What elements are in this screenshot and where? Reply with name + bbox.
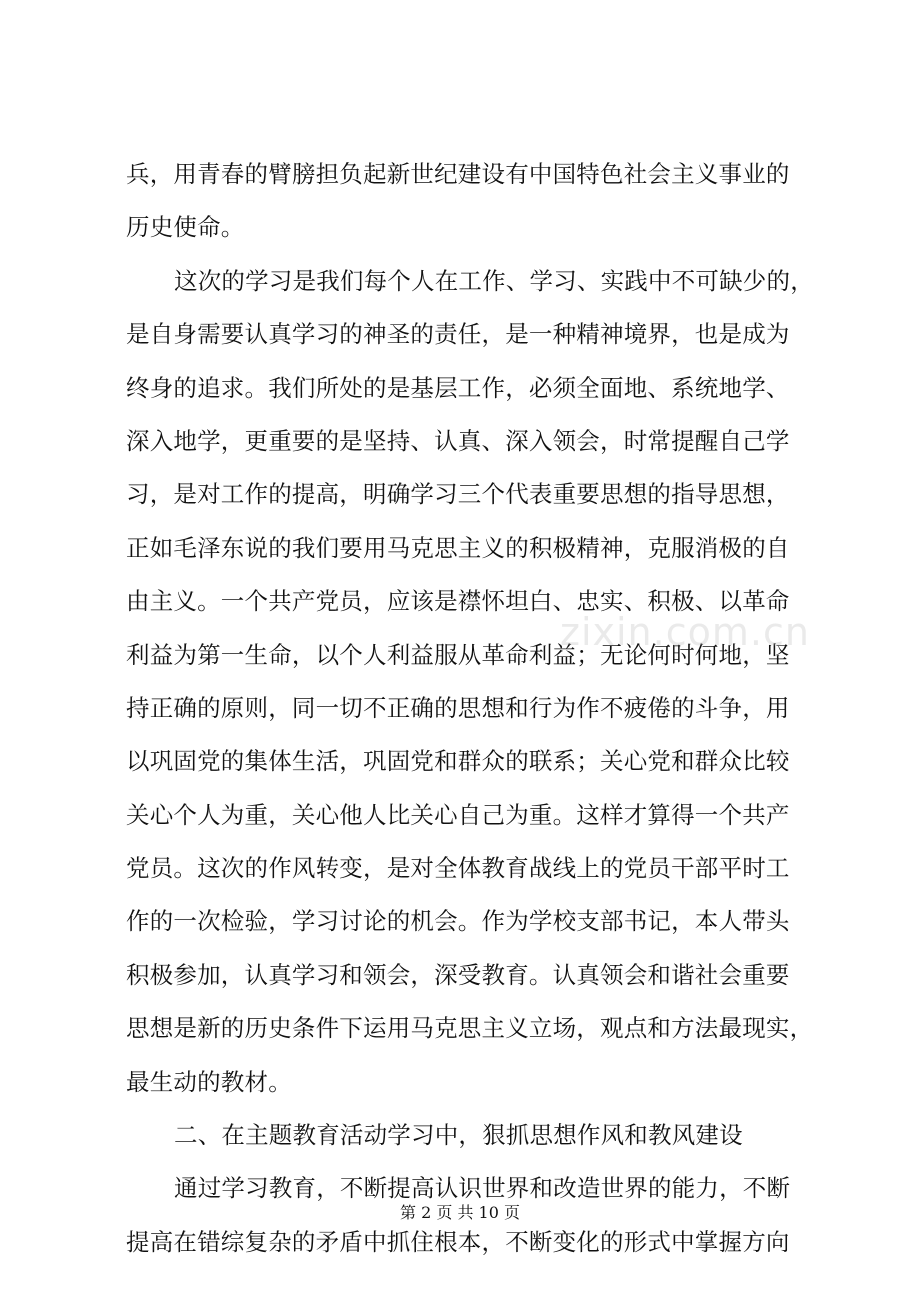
- text-line: 作的一次检验，学习讨论的机会。作为学校支部书记，本人带头: [126, 907, 790, 936]
- text-line: 思想是新的历史条件下运用马克思主义立场，观点和方法最现实，: [126, 1014, 814, 1043]
- text-line: 历史使命。: [126, 213, 245, 242]
- text-line: 通过学习教育，不断提高认识世界和改造世界的能力，不断: [174, 1174, 791, 1203]
- text-line: 二、在主题教育活动学习中，狠抓思想作风和教风建设: [174, 1121, 743, 1150]
- text-line: 以巩固党的集体生活，巩固党和群众的联系；关心党和群众比较: [126, 747, 790, 776]
- text-line: 这次的学习是我们每个人在工作、学习、实践中不可缺少的，: [174, 266, 814, 295]
- text-line: 关心个人为重，关心他人比关心自己为重。这样才算得一个共产: [126, 800, 790, 829]
- text-line: 由主义。一个共产党员，应该是襟怀坦白、忠实、积极、以革命: [126, 587, 790, 616]
- text-line: 习，是对工作的提高，明确学习三个代表重要思想的指导思想，: [126, 480, 790, 509]
- text-line: 持正确的原则，同一切不正确的思想和行为作不疲倦的斗争，用: [126, 693, 790, 722]
- text-line: 兵，用青春的臂膀担负起新世纪建设有中国特色社会主义事业的: [126, 160, 790, 188]
- text-line: 最生动的教材。: [126, 1067, 292, 1096]
- text-line: 积极参加，认真学习和领会，深受教育。认真领会和谐社会重要: [126, 960, 790, 989]
- page-number-footer: 第 2 页 共 10 页: [400, 1203, 520, 1222]
- text-line: 提高在错综复杂的矛盾中抓住根本，不断变化的形式中掌握方向: [126, 1227, 790, 1256]
- text-line: 党员。这次的作风转变，是对全体教育战线上的党员干部平时工: [126, 854, 790, 883]
- text-line: 正如毛泽东说的我们要用马克思主义的积极精神，克服消极的自: [126, 533, 790, 562]
- watermark: zixin.com.cn: [560, 610, 810, 654]
- document-body: [126, 148, 814, 1269]
- text-line: 深入地学，更重要的是坚持、认真、深入领会，时常提醒自己学: [126, 426, 790, 455]
- text-line: 终身的追求。我们所处的是基层工作，必须全面地、系统地学、: [126, 373, 790, 402]
- text-line: 利益为第一生命，以个人利益服从革命利益；无论何时何地，坚: [126, 640, 790, 669]
- text-line: 是自身需要认真学习的神圣的责任，是一种精神境界，也是成为: [126, 320, 790, 349]
